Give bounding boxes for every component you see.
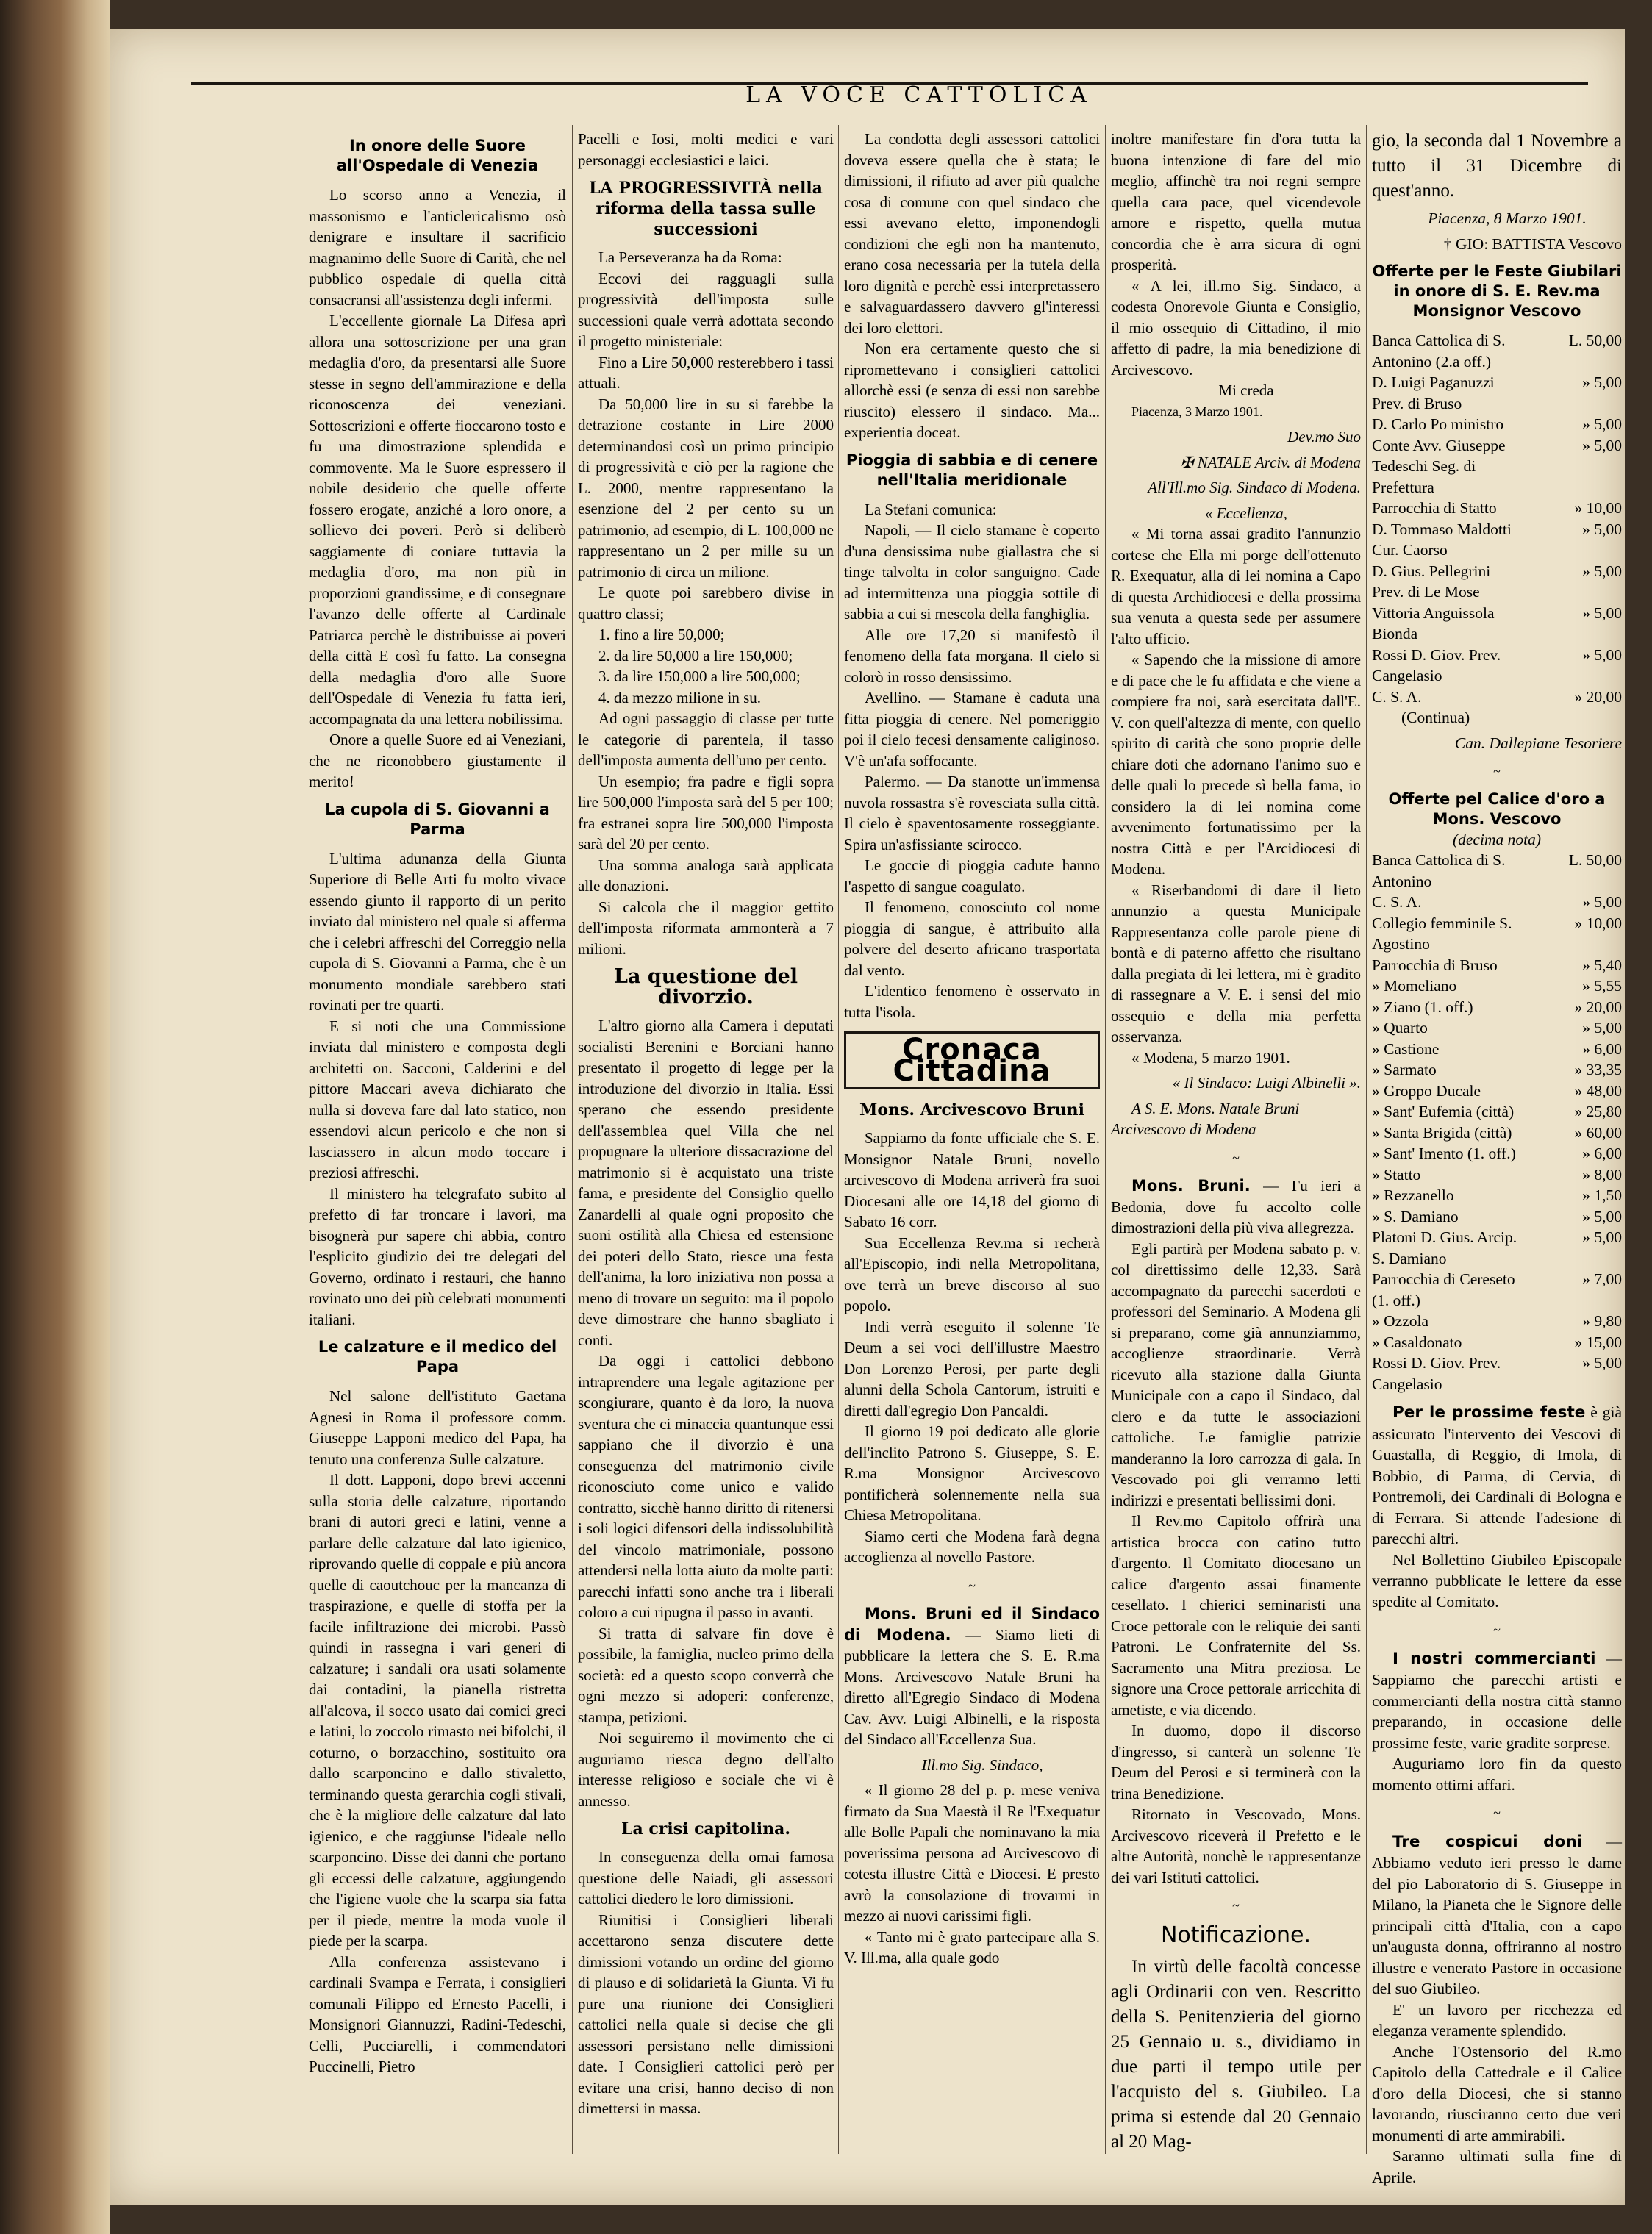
ledger-row: [1372, 955, 1622, 976]
salutation: « Eccellenza,: [1205, 504, 1287, 522]
ledger-donor: » Quarto: [1372, 1019, 1428, 1037]
ledger-donor: Rossi D. Giov. Prev. Cangelasio: [1372, 645, 1501, 684]
headline: Pioggia di sabbia e di cenere nell'Italia meridionale: [845, 451, 1098, 489]
headline: LA PROGRESSIVITÀ nella riforma della tassa sulle successioni: [589, 179, 823, 239]
ledger-row: [1372, 1101, 1622, 1123]
donation-ledger: [1372, 850, 1622, 1395]
column-2: [578, 129, 834, 2172]
paragraph: « Il giorno 28 del p. p. mese veniva firmato da Sua Maestà il Re l'Exequatur alle Bolle Papali che nominavano la mia poverissima persona ad Arcivescovo di cotesta illustre Città e Diocesi. E presto avrò la consolazione di trovarmi in mezzo ai nuovi carissimi figli.: [844, 1781, 1100, 1925]
ornament: ~: [1232, 1150, 1240, 1165]
paragraph: L'identico fenomeno è osservato in tutta l'isola.: [844, 982, 1100, 1021]
ledger-donor: Parrocchia di Bruso: [1372, 956, 1498, 974]
ledger-row: [1372, 414, 1622, 435]
dateline: Piacenza, 3 Marzo 1901.: [1131, 404, 1263, 419]
ledger-row: [1372, 1081, 1622, 1102]
donation-ledger: [1372, 330, 1622, 707]
ornament: ~: [968, 1578, 976, 1593]
paragraph: Il fenomeno, conosciuto col nome pioggia di sangue, è attribuito alla polvere del deserto africano trasportata dal vento.: [844, 898, 1100, 979]
list-item: 4. da mezzo milione in su.: [598, 688, 762, 706]
ledger-row: [1372, 1164, 1622, 1186]
signature: † GIO: BATTISTA Vescovo: [1443, 235, 1622, 253]
ledger-donor: » Momeliano: [1372, 977, 1457, 995]
ledger-donor: Platoni D. Gius. Arcip. S. Damiano: [1372, 1228, 1517, 1267]
salutation: Ill.mo Sig. Sindaco,: [921, 1755, 1043, 1774]
ledger-row: [1372, 997, 1622, 1018]
paragraph: « Mi torna assai gradito l'annunzio cortese che Ella mi porge dell'ottenuto R. Exequatur, alla di lei nomina a Capo di questa Archidiocesi e della prossima sua venuta a questa sede per assumere l'alto ufficio.: [1111, 525, 1361, 648]
ledger-donor: Rossi D. Giov. Prev. Cangelasio: [1372, 1354, 1501, 1393]
paragraph: L'ultima adunanza della Giunta Superiore di Belle Arti fu molto vivace essendo giunto il rapporto di un perito inviato dal ministero nel quale si afferma che i celebri affreschi del Correggio nella cupola di S. Giovanni a Parma, che è un monumento mondiale sarebbero stati rovinati per tre quarti.: [309, 849, 566, 1014]
paragraph: Sappiamo da fonte ufficiale che S. E. Monsignor Natale Bruni, novello arcivescovo di Modena arriverà fra suoi Diocesani alle ore 14,18 del giorno di Sabato 16 corr.: [844, 1129, 1100, 1231]
paragraph: « A lei, ill.mo Sig. Sindaco, a codesta Onorevole Giunta e Consiglio, il mio ossequio di Cittadino, il mio affetto di padre, la mia benedizione di Arcivescovo.: [1111, 276, 1361, 379]
paragraph: Saranno ultimati sulla fine di Aprile.: [1372, 2147, 1622, 2186]
ledger-amount: L. 50,00: [1568, 332, 1622, 349]
paragraph: Non era certamente questo che si ripromettevano i consiglieri cattolici allorchè essi (e senza di essi non sarebbe riuscito) elessero il sindaco. Ma... experientia doceat.: [844, 340, 1100, 441]
ledger-row: [1372, 913, 1622, 955]
ledger-amount: » 5,00: [1582, 604, 1622, 622]
ledger-donor: D. Carlo Po ministro: [1372, 415, 1504, 433]
ledger-row: [1372, 330, 1622, 372]
ledger-donor: C. S. A.: [1372, 893, 1422, 911]
ledger-amount: » 60,00: [1574, 1123, 1622, 1142]
headline: La cupola di S. Giovanni a Parma: [325, 800, 550, 838]
ledger-amount: » 33,35: [1574, 1061, 1622, 1078]
paragraph: Indi verrà eseguito il solenne Te Deum a sei voci dell'illustre Maestro Don Lorenzo Perosi, per parte degli alunni della Schola Cantorum, istruiti e diretti dall'egregio Don Pancaldi.: [844, 1317, 1100, 1419]
paragraph: Noi seguiremo il movimento che ci auguriamo riesca degno dell'alto interesse religioso e sociale che vi è annesso.: [578, 1729, 834, 1810]
paragraph: Si tratta di salvare fin dove è possibile, la famiglia, nucleo primo della società: ed a questo scopo converrà che ogni mezzo si adoperi: conferenze, stampa, petizioni.: [578, 1624, 834, 1726]
ledger-amount: L. 50,00: [1568, 851, 1622, 869]
paragraph: L'altro giorno alla Camera i deputati socialisti Berenini e Borciani hanno presentato il progetto di legge per la introduzione del divorzio in Italia. Essi sperano che essendo presidente dell'assemblea quel Villa che nel propugnare la ulteriore dissacrazione del matrimonio si è acquistato una triste fama, e presidente del Consiglio quello Zanardelli al quale ogni proposito che suoni ostilità alla Chiesa ed estensione dei poteri dello Stato, riesce una festa dell'anima, la loro iniziativa non possa a meno di trovare un seguito: ma il popolo deve dimostrare che hanno sbagliato i conti.: [578, 1017, 834, 1349]
paragraph: Il ministero ha telegrafato subito al prefetto di far troncare i lavori, ma bisognerà pur sapere chi abbia, contro l'esplicito giudizio dei tre delegati del Governo, ordinato i restauri, che hanno rovinato uno dei più celebrati monumenti italiani.: [309, 1184, 566, 1328]
ledger-donor: » Ozzola: [1372, 1312, 1429, 1330]
paragraph: Onore a quelle Suore ed ai Veneziani, che ne riconobbero giustamente il merito!: [309, 731, 566, 790]
ledger-amount: » 25,80: [1574, 1103, 1622, 1120]
signature: Can. Dallepiane Tesoriere: [1454, 734, 1622, 752]
paragraph: Napoli, — Il cielo stamane è coperto d'una densissima nube giallastra che si tinge talvolta in color sanguigno. Cade ad intermittenza una pioggia sottile di sabbia a cui si mescola della fanghiglia.: [844, 521, 1100, 623]
address: All'Ill.mo Sig. Sindaco di Modena.: [1148, 479, 1361, 496]
ornament: ~: [1493, 764, 1501, 778]
paragraph-text: è già assicurato l'intervento dei Vescovi di Guastalla, di Reggio, di Imola, di Bobbio, di Parma, di Cervia, di Pontremoli, dei Cardinali di Bologna e di Ferrara. Si attende l'adesione di parecchi altri.: [1372, 1403, 1622, 1547]
book-binding-edge: [0, 0, 110, 2234]
ledger-row: [1372, 1311, 1622, 1332]
ledger-donor: Vittoria Anguissola Bionda: [1372, 604, 1495, 642]
ledger-row: [1372, 1143, 1622, 1164]
ledger-donor: D. Tommaso Maldotti Cur. Caorso: [1372, 520, 1512, 559]
paragraph: In conseguenza della omai famosa questione delle Naiadi, gli assessori cattolici diedero le loro dimissioni.: [578, 1848, 834, 1908]
paragraph-text: — Abbiamo veduto ieri presso le dame del pio Laboratorio di S. Giuseppe in Milano, la Pianeta che le Signore delle principali città d'Italia, con a capo un'augusta donna, offriranno al nostro illustre e venerato Pastore in occasione del suo Giubileo.: [1372, 1832, 1622, 1997]
paragraph: gio, la seconda dal 1 Novembre a tutto il 31 Dicembre di quest'anno.: [1372, 131, 1622, 201]
paragraph: Il Rev.mo Capitolo offrirà una artistica brocca con catino tutto d'argento. Il Comitato diocesano un calice d'argento assai finamente cesellato. I chierici seminaristi una Croce pettorale con le reliquie dei santi Patroni. Le Confraternite del Ss. Sacramento una Mitra preziosa. Le signore una Croce pettorale arricchita di ametiste, e via dicendo.: [1111, 1512, 1361, 1719]
paragraph: Si calcola che il maggior gettito dell'imposta riformata ammonterà a 7 milioni.: [578, 898, 834, 958]
ledger-row: [1372, 687, 1622, 708]
ledger-row: [1372, 1059, 1622, 1081]
ledger-amount: » 5,00: [1582, 373, 1622, 391]
ledger-row: [1372, 645, 1622, 687]
paragraph: Eccovi dei ragguagli sulla progressività dell'imposta sulle successioni quale verrà adottata secondo il progetto ministeriale:: [578, 269, 834, 350]
paragraph: Il giorno 19 poi dedicato alle glorie dell'inclito Patrono S. Giuseppe, S. E. R.ma Monsignor Arcivescovo pontificherà solennemente nella sua Chiesa Metropolitana.: [844, 1422, 1100, 1524]
paragraph: Riunitisi i Consiglieri liberali accettarono senza discutere dette dimissioni votando un ordine del giorno di plauso e di solidarietà la Giunta. Vi fu pure una riunione dei Consiglieri cattolici nella quale si decise che gli assessori persistano nelle dimissioni date. I Consiglieri cattolici però per evitare una crisi, hanno deciso di non dimettersi in massa.: [578, 1911, 834, 2117]
ledger-row: [1372, 850, 1622, 892]
list-item: 2. da lire 50,000 a lire 150,000;: [598, 646, 793, 665]
paragraph: E si noti che una Commissione inviata dal ministero e composta degli architetti on. Sacconi, Calderini e del pittore Maccari aveva dichiarato che nulla si doveva fare dal lato statico, non essendovi alcun pericolo e che non si lasciassero in alcun modo toccare i preziosi affreschi.: [309, 1017, 566, 1181]
column-rule: [1105, 125, 1106, 2154]
column-rule: [1366, 125, 1367, 2154]
paragraph: [844, 1603, 1100, 1750]
ledger-donor: D. Luigi Paganuzzi Prev. di Bruso: [1372, 373, 1495, 412]
column-1: [309, 129, 566, 2172]
paragraph: [1372, 1831, 1622, 1999]
paragraph: Egli partirà per Modena sabato p. v. col direttissimo delle 12,33. Sarà accompagnato da parecchi sacerdoti e professori del Seminario. A Modena gli si preparano, come già annunziammo, accoglienze straordinarie. Verrà ricevuto alla stazione dalla Giunta Municipale con a capo il Sindaco, dal clero e da tutte le associazioni cattoliche. Le famiglie patrizie manderanno la loro carrozza di gala. In Vescovado poi gli verranno letti indirizzi e presentati bellissimi doni.: [1111, 1239, 1361, 1509]
running-title: LA VOCE CATTOLICA: [745, 82, 1093, 108]
paragraph: In duomo, dopo il discorso d'ingresso, si canterà un solenne Te Deum del Perosi e si terminerà con la trina Benedizione.: [1111, 1722, 1361, 1802]
ledger-amount: » 10,00: [1574, 914, 1622, 932]
ledger-donor: » Castione: [1372, 1039, 1440, 1058]
notice-heading: Notificazione.: [1160, 1922, 1312, 1948]
column-5: [1372, 129, 1622, 2186]
ledger-row: [1372, 1185, 1622, 1206]
run-in-heading: Tre cospicui doni: [1392, 1832, 1583, 1851]
headline: Offerte pel Calice d'oro a Mons. Vescovo: [1388, 790, 1606, 828]
ledger-amount: » 5,00: [1582, 893, 1622, 911]
paragraph: Anche l'Ostensorio del R.mo Capitolo della Cattedrale e il Calice d'oro della Diocesi, che si stanno lavorando, riusciranno certo due veri monumenti di arte ammirabili.: [1372, 2042, 1622, 2144]
ledger-row: [1372, 975, 1622, 997]
run-in-heading: Mons. Bruni ed il Sindaco di Modena.: [844, 1605, 1100, 1644]
ledger-amount: » 5,00: [1582, 1207, 1622, 1225]
paragraph: Un esempio; fra padre e figli sopra lire 500,000 l'imposta sarà del 5 per 100; fra estranei sopra lire 500,000 l'imposta sarà del 20 per cento.: [578, 772, 834, 853]
ledger-donor: » Santa Brigida (città): [1372, 1123, 1512, 1142]
ledger-row: [1372, 1123, 1622, 1144]
paragraph: Sua Eccellenza Rev.ma si recherà all'Episcopio, indi nella Metropolitana, ove terrà un breve discorso al suo popolo.: [844, 1234, 1100, 1314]
paragraph: Siamo certi che Modena farà degna accoglienza al novello Pastore.: [844, 1527, 1100, 1566]
headline: La crisi capitolina.: [621, 1819, 790, 1839]
ornament: ~: [1493, 1622, 1501, 1637]
ledger-row: [1372, 435, 1622, 498]
paragraph-text: — Sappiamo che parecchi artisti e commercianti della nostra città stanno preparando, in occasione delle prossime feste, varie gradite sorprese.: [1372, 1649, 1622, 1752]
ledger-donor: Collegio femminile S. Agostino: [1372, 914, 1512, 953]
ledger-donor: » S. Damiano: [1372, 1207, 1459, 1225]
ledger-donor: D. Gius. Pellegrini Prev. di Le Mose: [1372, 562, 1491, 601]
headline: La questione del divorzio.: [613, 965, 798, 1009]
paragraph: Nel Bollettino Giubileo Episcopale verranno pubblicate le lettere da esse spedite al Comitato.: [1372, 1550, 1622, 1611]
paragraph: E' un lavoro per ricchezza ed eleganza veramente splendido.: [1372, 2000, 1622, 2039]
ledger-amount: » 5,00: [1582, 645, 1622, 664]
paragraph: « Sapendo che la missione di amore e di pace che le fu affidata e che viene a compiere fra noi, sarà esercitata dall'E. V. con quell'altezza di mente, con quello spirito di carità che sono proprie delle chiare doti che adornano l'animo suo e delle quali lo precede sì bella fama, io considero la di lei nomina come avvenimento fortunatissimo per la nostra Città e per l'Arcidiocesi di Modena.: [1111, 651, 1361, 878]
ledger-amount: » 7,00: [1582, 1270, 1622, 1288]
ledger-amount: » 5,00: [1582, 562, 1622, 580]
run-in-heading: Per le prossime feste: [1392, 1403, 1586, 1422]
ledger-donor: » Groppo Ducale: [1372, 1081, 1481, 1100]
ledger-row: [1372, 1332, 1622, 1353]
paragraph: In virtù delle facoltà concesse agli Ordinarii con ven. Rescritto della S. Penitenzieria del giorno 25 Gennaio u. s., dividiamo in due parti il tempo utile per l'acquisto del s. Giubileo. La prima si estende dal 20 Gennaio al 20 Mag-: [1111, 1957, 1361, 2152]
ledger-row: [1372, 1206, 1622, 1228]
headline: Mons. Arcivescovo Bruni: [859, 1100, 1085, 1120]
ledger-donor: Parrocchia di Statto: [1372, 499, 1497, 517]
ornament: ~: [1232, 1898, 1240, 1913]
paragraph: Alle ore 17,20 si manifestò il fenomeno della fata morgana. Il cielo si colorò in rosso densissimo.: [844, 626, 1100, 686]
paragraph: Da 50,000 lire in su si farebbe la detrazione costante in Lire 2000 determinandosi così un primo principio di progressività e ciò per la ragione che L. 2000, mentre rappresentano la esenzione del 2 per cento su un patrimonio, ad esempio, di L. 100,000 ne rappresentano un 2 per mille su un patrimonio di circa un milione.: [578, 395, 834, 581]
ledger-amount: » 6,00: [1582, 1039, 1622, 1058]
paragraph: Fino a Lire 50,000 resterebbero i tassi attuali.: [578, 353, 834, 392]
column-4: [1111, 129, 1361, 2172]
dateline: Piacenza, 8 Marzo 1901.: [1428, 210, 1587, 227]
paragraph: Avellino. — Stamane è caduta una fitta pioggia di cenere. Nel pomeriggio poi il cielo fecesi densamente caliginoso. V'è un'afa soffocante.: [844, 689, 1100, 770]
paragraph-text: — Siamo lieti di pubblicare la lettera che S. E. R.ma Mons. Arcivescovo Natale Bruni ha diretto all'Egregio Sindaco di Modena Cav. Avv. Luigi Albinelli, e la risposta del Sindaco all'Eccellenza Sua.: [844, 1625, 1100, 1748]
ledger-amount: » 9,80: [1582, 1312, 1622, 1330]
ledger-donor: Banca Cattolica di S. Antonino (2.a off.): [1372, 332, 1506, 370]
ledger-donor: » Sant' Imento (1. off.): [1372, 1145, 1516, 1162]
paragraph: [1111, 1175, 1361, 1239]
column-rule: [838, 125, 839, 2154]
ledger-row: [1372, 498, 1622, 519]
ledger-donor: » Sarmato: [1372, 1061, 1437, 1078]
ledger-amount: » 5,00: [1582, 1019, 1622, 1037]
ledger-donor: Parrocchia di Cereseto (1. off.): [1372, 1270, 1515, 1309]
signature: « Il Sindaco: Luigi Albinelli ».: [1172, 1074, 1361, 1092]
paragraph: « Tanto mi è grato partecipare alla S. V. Ill.ma, alla quale godo: [844, 1927, 1100, 1966]
paragraph: Le quote poi sarebbero divise in quattro classi;: [578, 584, 834, 623]
ledger-row: [1372, 1039, 1622, 1060]
ledger-donor: Conte Avv. Giuseppe Tedeschi Seg. di Prefettura: [1372, 436, 1506, 496]
ledger-amount: » 5,00: [1582, 415, 1622, 433]
paragraph: La Perseveranza ha da Roma:: [598, 248, 782, 266]
ledger-donor: » Rezzanello: [1372, 1186, 1454, 1204]
paragraph: Auguriamo loro fin da questo momento ottimi affari.: [1372, 1755, 1622, 1794]
ledger-row: [1372, 1269, 1622, 1311]
ledger-donor: » Casaldonato: [1372, 1333, 1462, 1351]
paragraph: Nel salone dell'istituto Gaetana Agnesi in Roma il professore comm. Giuseppe Lapponi medico del Papa, ha tenuto una conferenza Sulle calzature.: [309, 1387, 566, 1468]
ledger-amount: » 1,50: [1582, 1186, 1622, 1204]
paragraph: La Stefani comunica:: [865, 500, 997, 518]
ornament: ~: [1493, 1805, 1501, 1820]
subheading: (decima nota): [1452, 830, 1541, 848]
run-in-heading: Mons. Bruni.: [1131, 1177, 1251, 1195]
ledger-row: [1372, 892, 1622, 913]
ledger-amount: » 10,00: [1574, 499, 1622, 517]
paragraph: Pacelli e Iosi, molti medici e vari personaggi ecclesiastici e laici.: [578, 130, 834, 169]
paragraph: Da oggi i cattolici debbono intraprendere una legale agitazione per scongiurare, quanto è da loro, la nuova sventura che ci minaccia quantunque essi sappiano che il divorzio è una conseguenza del matrimonio civile riconosciuto come unico e valido contratto, sicchè hanno diritto di ritenersi i soli logici difensori della indissolubilità del vincolo matrimoniale, possono attendersi nella lotta aiuto da molte parti: parecchi infatti sono anche tra i liberali coloro a cui ripugna il passo in avanti.: [578, 1352, 834, 1621]
paragraph: Lo scorso anno a Venezia, il massonismo e l'anticlericalismo osò denigrare e insultare il sacrificio magnanimo delle Suore di Carità, che nel pubblico ospedale di quella città consacransi all'assistenza degli infermi.: [309, 186, 566, 309]
ledger-amount: » 20,00: [1574, 687, 1622, 706]
paragraph: inoltre manifestare fin d'ora tutta la buona intenzione di fare del mio meglio, affinchè tra noi regni sempre quella cara pace, quel vicendevole amore e rispetto, quella mutua concordia che è arra sicura di ogni prosperità.: [1111, 130, 1361, 273]
paragraph: « Riserbandomi di dare il lieto annunzio a questa Municipale Rappresentanza colle parole piene di bontà e di paterno affetto che risultano dalla pregiata di lei lettera, mi è gradito di rassegnare a V. E. i sensi del mio ossequio e della mia perfetta osservanza.: [1111, 881, 1361, 1045]
ledger-row: [1372, 519, 1622, 561]
paragraph: Ad ogni passaggio di classe per tutte le categorie di parentela, il tasso dell'imposta aumenta dell'uno per cento.: [578, 709, 834, 769]
ledger-amount: » 20,00: [1574, 998, 1622, 1016]
signature: ✠ NATALE Arciv. di Modena: [1180, 453, 1361, 471]
paragraph: [1372, 1648, 1622, 1754]
paragraph: Una somma analoga sarà applicata alle donazioni.: [578, 856, 834, 895]
ledger-amount: » 8,00: [1582, 1165, 1622, 1184]
signature: Dev.mo Suo: [1287, 428, 1361, 445]
paragraph: Il dott. Lapponi, dopo brevi accenni sulla storia delle calzature, riportando brani di autori greci e latini, venne a parlare delle calzature dal lato igienico, riprovando quelle di coppale e più ancora quelle di caoutchouc per la mancanza di traspirazione, e quelle di stoffa per la facile infiltrazione dei microbi. Passò quindi in rassegna i vari generi di calzature; i sandali ora usati solamente dai contadini, la pianella ristretta all'alcova, il socco usato dai comici greci e latini, lo zoccolo rimasto nei bifolchi, il coturno, o borzacchino, sostituito ora dallo scarponcino e dallo stivaletto, terminando questa gerarchia cogli stivali, che è la migliore delle calzature dal lato igienico, e che raggiunse l'ideale nello scarponcino. Disse dei danni che portano gli eccessi delle calzature, aggiungendo che l'igiene vuole che la scarpa sia fatta per il piede, mentre la moda vuole il piede per la scarpa.: [309, 1471, 566, 1950]
run-in-heading: I nostri commercianti: [1392, 1649, 1596, 1668]
paragraph: Le goccie di pioggia cadute hanno l'aspetto di sangue coagulato.: [844, 856, 1100, 895]
ledger-amount: » 5,55: [1582, 977, 1622, 995]
ledger-donor: » Sant' Eufemia (città): [1372, 1103, 1515, 1120]
headline: In onore delle Suore all'Ospedale di Venezia: [336, 137, 539, 174]
ledger-amount: » 6,00: [1582, 1145, 1622, 1162]
ledger-donor: » Ziano (1. off.): [1372, 998, 1473, 1016]
paragraph: Palermo. — Da stanotte un'immensa nuvola rossastra s'è rovesciata sulla città. Il cielo è spaventosamente rosseggiante. Spira un'asfissiante scirocco.: [844, 773, 1100, 853]
ledger-row: [1372, 603, 1622, 645]
ledger-amount: » 5,00: [1582, 520, 1622, 538]
dateline: « Modena, 5 marzo 1901.: [1131, 1048, 1290, 1067]
ledger-amount: » 48,00: [1574, 1081, 1622, 1100]
ledger-amount: » 5,00: [1582, 1228, 1622, 1246]
paragraph-text: — Fu ieri a Bedonia, dove fu accolto colle dimostrazioni della più viva allegrezza.: [1111, 1177, 1361, 1236]
section-banner: Cronaca Cittadina: [844, 1031, 1100, 1089]
paragraph: La condotta degli assessori cattolici doveva essere quella che è stata; le dimissioni, il rifiuto ad aver più qualche cosa di comune con quel sindaco che essi avevano eletto, imponendogli condizioni che egli non ha mantenuto, erano cosa necessaria per la tutela della loro dignità e perchè essi interpretassero e salvaguardassero davvero gl'interessi dei loro elettori.: [844, 130, 1100, 337]
list-item: 3. da lire 150,000 a lire 500,000;: [598, 667, 801, 685]
address: A S. E. Mons. Natale Bruni Arcivescovo di Modena: [1111, 1099, 1300, 1138]
continua-note: (Continua): [1401, 709, 1470, 726]
column-rule: [572, 125, 573, 2154]
paragraph: Alla conferenza assistevano i cardinali Svampa e Ferrata, i consiglieri comunali Filippo ed Ernesto Pacelli, i Monsignori Giannuzzi, Radini-Tedeschi, Celli, Pucciarelli, i commendatori Puccinelli, Pietro: [309, 1952, 566, 2075]
list-item: 1. fino a lire 50,000;: [598, 626, 725, 643]
ledger-amount: » 5,00: [1582, 1354, 1622, 1372]
headline: Offerte per le Feste Giubilari in onore di S. E. Rev.ma Monsignor Vescovo: [1372, 262, 1622, 320]
paragraph: Mi creda: [1218, 382, 1274, 399]
ledger-row: [1372, 1227, 1622, 1269]
ledger-amount: » 5,40: [1582, 956, 1622, 974]
ledger-amount: » 5,00: [1582, 436, 1622, 454]
headline: Le calzature e il medico del Papa: [318, 1338, 557, 1375]
ledger-row: [1372, 1017, 1622, 1039]
ledger-amount: » 15,00: [1574, 1333, 1622, 1351]
ledger-row: [1372, 561, 1622, 603]
ledger-donor: » Statto: [1372, 1165, 1421, 1184]
paragraph: Ritornato in Vescovado, Mons. Arcivescovo riceverà il Prefetto e le altre Autorità, nonchè le rappresentanze dei vari Istituti cattolici.: [1111, 1805, 1361, 1886]
ledger-row: [1372, 1353, 1622, 1395]
ledger-row: [1372, 372, 1622, 414]
ledger-donor: C. S. A.: [1372, 687, 1422, 706]
paragraph: L'eccellente giornale La Difesa aprì allora una sottoscrizione per una gran medaglia d'oro, da presentarsi alle Suore stesse in segno dell'ammirazione e della riconoscenza dei veneziani. Sottoscrizioni e offerte fioccarono tosto e fu una dimostrazione splendida e commovente. Ma le Suore espressero il nobile desiderio che quelle offerte fossero erogate, anziché a loro onore, a sollievo dei poveri. Però si deliberò saggiamente di coniare tuttavia la medaglia d'oro, ma non più in proporzioni grandissime, e di consegnare l'avanzo delle offerte al Cardinale Patriarca perchè le distribuisse ai poveri della città E così fu fatto. La consegna della medaglia d'oro alle Suore dell'Ospedale di Venezia fu fatta ieri, accompagnata da una lettera nobilissima.: [309, 312, 566, 728]
ledger-donor: Banca Cattolica di S. Antonino: [1372, 851, 1506, 890]
column-3: [844, 129, 1100, 2172]
paragraph: [1372, 1402, 1622, 1550]
